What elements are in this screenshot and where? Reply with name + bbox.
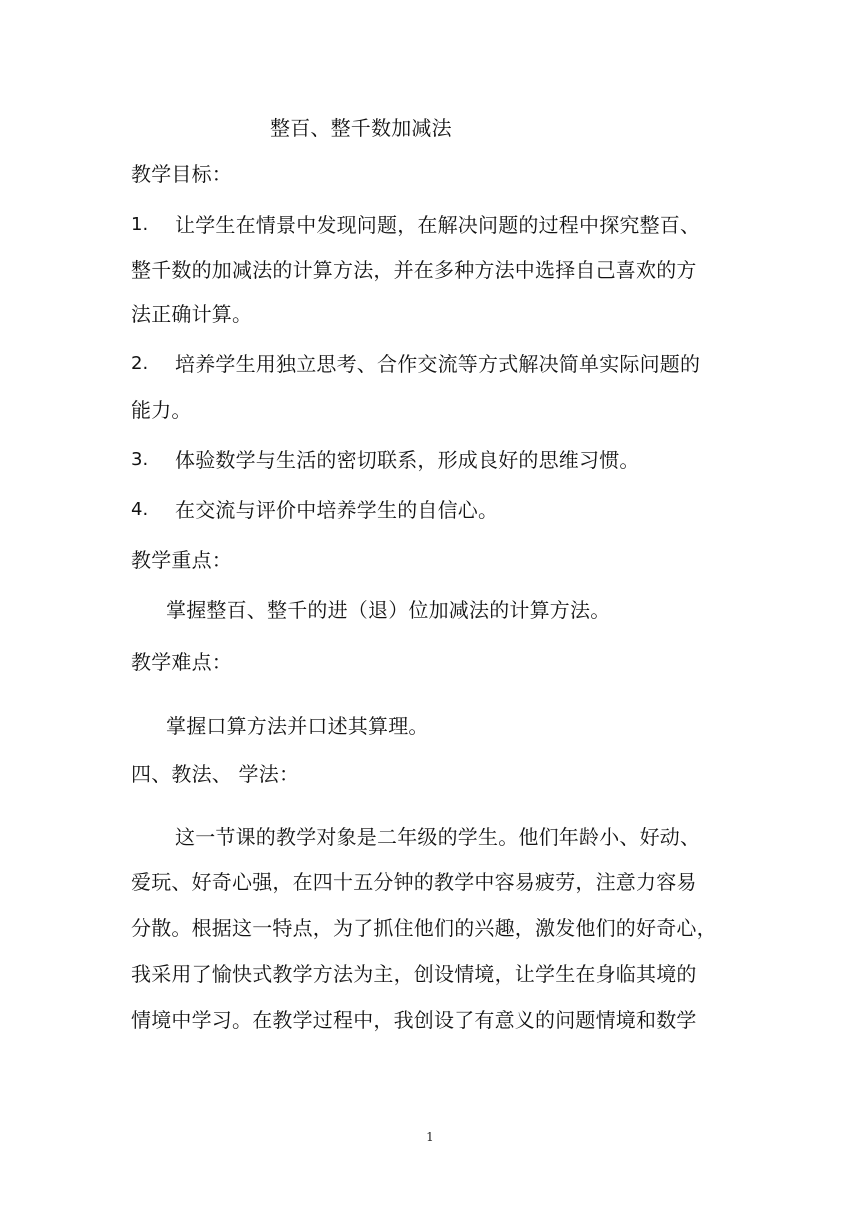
difficulties-heading: 教学难点：	[131, 650, 232, 674]
page-number: 1	[426, 1130, 434, 1144]
methods-line-1: 这一节课的教学对象是二年级的学生。他们年龄小、好动、	[175, 825, 701, 849]
methods-heading: 四、教法、 学法：	[131, 762, 300, 786]
objective-2-line-1: 培养学生用独立思考、合作交流等方式解决简单实际问题的	[175, 352, 701, 376]
objective-1-line-2: 整千数的加减法的计算方法，并在多种方法中选择自己喜欢的方	[131, 258, 697, 282]
key-points-text: 掌握整百、整千的进（退）位加减法的计算方法。	[166, 598, 611, 622]
methods-line-3: 分散。根据这一特点，为了抓住他们的兴趣，激发他们的好奇心，	[131, 916, 717, 940]
objective-2-number: 2.	[131, 353, 149, 374]
methods-line-2: 爱玩、好奇心强，在四十五分钟的教学中容易疲劳，注意力容易	[131, 870, 697, 894]
objective-1-line-3: 法正确计算。	[131, 302, 253, 326]
page-title: 整百、整千数加减法	[270, 116, 452, 140]
objective-3-line-1: 体验数学与生活的密切联系，形成良好的思维习惯。	[175, 448, 640, 472]
key-points-heading: 教学重点：	[131, 548, 232, 572]
objective-4-number: 4.	[131, 499, 149, 520]
methods-line-4: 我采用了愉快式教学方法为主，创设情境，让学生在身临其境的	[131, 962, 697, 986]
objective-4-line-1: 在交流与评价中培养学生的自信心。	[175, 498, 499, 522]
methods-line-5: 情境中学习。在教学过程中，我创设了有意义的问题情境和数学	[131, 1008, 697, 1032]
objective-2-line-2: 能力。	[131, 398, 192, 422]
objective-3-number: 3.	[131, 449, 149, 470]
difficulties-text: 掌握口算方法并口述其算理。	[166, 714, 429, 738]
objective-1-line-1: 让学生在情景中发现问题，在解决问题的过程中探究整百、	[175, 213, 701, 237]
objectives-heading: 教学目标：	[131, 162, 232, 186]
objective-1-number: 1.	[131, 214, 149, 235]
